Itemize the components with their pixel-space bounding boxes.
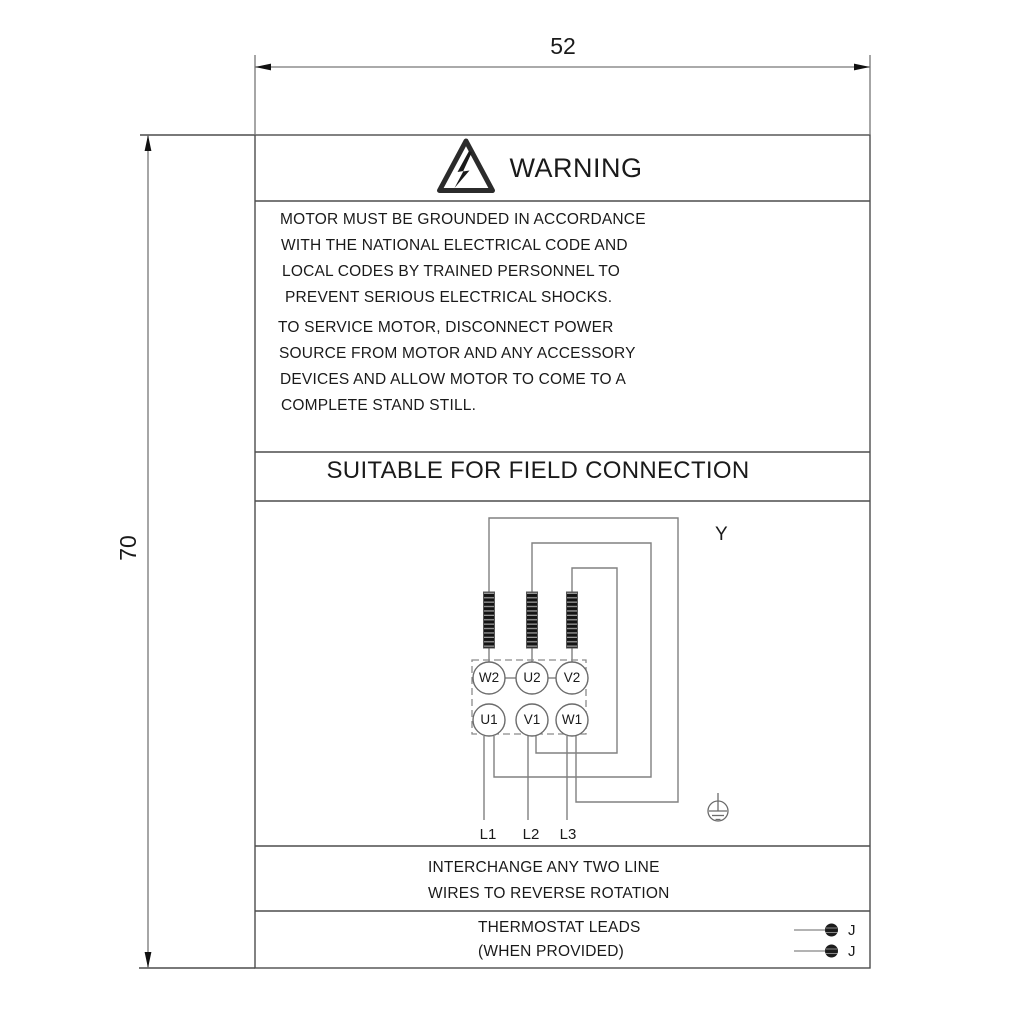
notice-line: TO SERVICE MOTOR, DISCONNECT POWER: [278, 319, 614, 336]
notice-line: COMPLETE STAND STILL.: [281, 397, 477, 414]
thermostat-lead-j-2: J: [848, 943, 856, 960]
field-connection-title: SUITABLE FOR FIELD CONNECTION: [326, 457, 750, 484]
terminal-w2-label: W2: [478, 670, 500, 685]
wye-connection-label: Y: [715, 524, 728, 545]
dimension-lines: [148, 55, 870, 968]
thermostat-lead-icons: [794, 924, 838, 958]
notice-line: SOURCE FROM MOTOR AND ANY ACCESSORY: [279, 345, 636, 362]
notice-line: LOCAL CODES BY TRAINED PERSONNEL TO: [282, 263, 621, 280]
notice-line: DEVICES AND ALLOW MOTOR TO COME TO A: [280, 371, 626, 388]
dimension-height-label: 70: [115, 535, 141, 561]
lead-ball-icon: [825, 924, 838, 937]
warning-title: WARNING: [509, 153, 643, 183]
notice-line: MOTOR MUST BE GROUNDED IN ACCORDANCE: [280, 211, 646, 228]
terminal-u1-label: U1: [480, 712, 498, 727]
thermostat-line-2: (WHEN PROVIDED): [478, 943, 624, 960]
high-voltage-warning-icon: [440, 141, 493, 191]
line-label-l1: L1: [479, 826, 497, 843]
dimension-arrowheads: [145, 64, 870, 968]
line-label-l3: L3: [559, 826, 577, 843]
notice-line: WITH THE NATIONAL ELECTRICAL CODE AND: [281, 237, 628, 254]
terminal-w1-label: W1: [561, 712, 583, 727]
terminal-u2-label: U2: [523, 670, 541, 685]
line-label-l2: L2: [522, 826, 540, 843]
rotation-note-line-2: WIRES TO REVERSE ROTATION: [428, 885, 670, 902]
lead-ball-icon: [825, 945, 838, 958]
thermostat-line-1: THERMOSTAT LEADS: [478, 919, 641, 936]
terminal-v2-label: V2: [563, 670, 581, 685]
ground-icon: [708, 793, 728, 821]
notice-line: PREVENT SERIOUS ELECTRICAL SHOCKS.: [285, 289, 613, 306]
terminal-v1-label: V1: [523, 712, 541, 727]
rotation-note-line-1: INTERCHANGE ANY TWO LINE: [428, 859, 660, 876]
thermostat-lead-j-1: J: [848, 922, 856, 939]
dimension-width-label: 52: [550, 33, 576, 59]
winding-coil-symbols: [484, 592, 578, 648]
